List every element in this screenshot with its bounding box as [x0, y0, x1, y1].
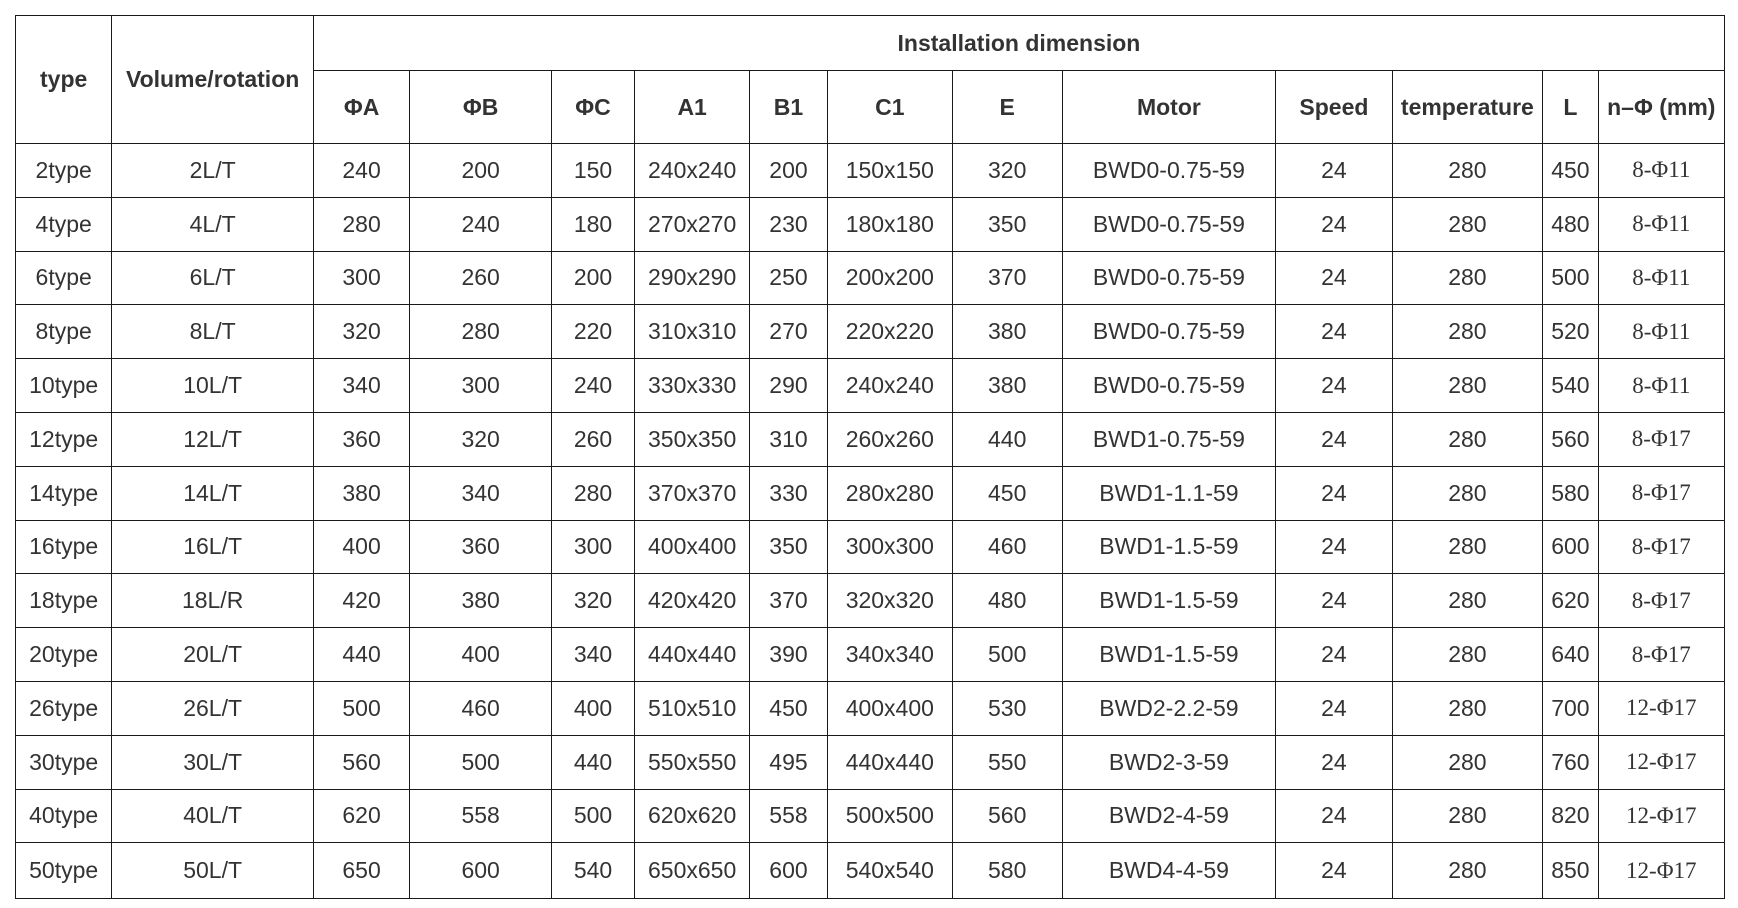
cell-a1: 370x370	[635, 466, 750, 520]
cell-e: 380	[952, 305, 1062, 359]
table-row	[16, 412, 1725, 466]
cell-e: 480	[952, 574, 1062, 628]
cell-a1: 420x420	[635, 574, 750, 628]
cell-speed: 24	[1276, 144, 1392, 198]
cell-motor: BWD1-1.5-59	[1062, 574, 1276, 628]
cell-type: 12type	[16, 412, 112, 466]
cell-c1: 500x500	[827, 789, 952, 843]
cell-motor: BWD4-4-59	[1062, 843, 1276, 899]
header-temperature: temperature	[1392, 71, 1543, 144]
cell-phi-b: 400	[410, 628, 552, 682]
cell-e: 530	[952, 681, 1062, 735]
header-e: E	[952, 71, 1062, 144]
cell-b1: 270	[750, 305, 828, 359]
cell-temperature: 280	[1392, 251, 1543, 305]
header-n-phi: n–Φ (mm)	[1598, 71, 1724, 144]
cell-speed: 24	[1276, 359, 1392, 413]
cell-b1: 390	[750, 628, 828, 682]
cell-speed: 24	[1276, 681, 1392, 735]
cell-l: 520	[1543, 305, 1598, 359]
cell-l: 620	[1543, 574, 1598, 628]
header-phi-a: ΦA	[313, 71, 409, 144]
spec-table	[15, 15, 1725, 899]
cell-e: 550	[952, 735, 1062, 789]
cell-phi-a: 440	[313, 628, 409, 682]
cell-c1: 300x300	[827, 520, 952, 574]
cell-phi-c: 540	[552, 843, 635, 899]
header-a1: A1	[635, 71, 750, 144]
cell-l: 850	[1543, 843, 1598, 899]
cell-c1: 240x240	[827, 359, 952, 413]
cell-volume: 12L/T	[112, 412, 314, 466]
cell-phi-b: 200	[410, 144, 552, 198]
cell-phi-c: 180	[552, 197, 635, 251]
cell-n-phi: 8-Φ17	[1598, 628, 1724, 682]
cell-e: 500	[952, 628, 1062, 682]
header-motor: Motor	[1062, 71, 1276, 144]
cell-l: 600	[1543, 520, 1598, 574]
cell-phi-c: 400	[552, 681, 635, 735]
cell-type: 10type	[16, 359, 112, 413]
cell-c1: 340x340	[827, 628, 952, 682]
cell-temperature: 280	[1392, 520, 1543, 574]
cell-e: 320	[952, 144, 1062, 198]
cell-speed: 24	[1276, 628, 1392, 682]
cell-e: 350	[952, 197, 1062, 251]
cell-l: 580	[1543, 466, 1598, 520]
cell-b1: 350	[750, 520, 828, 574]
header-installation-dimension: Installation dimension	[313, 16, 1724, 71]
cell-c1: 440x440	[827, 735, 952, 789]
cell-b1: 370	[750, 574, 828, 628]
cell-phi-b: 558	[410, 789, 552, 843]
cell-phi-c: 500	[552, 789, 635, 843]
cell-phi-c: 220	[552, 305, 635, 359]
cell-e: 580	[952, 843, 1062, 899]
cell-phi-b: 500	[410, 735, 552, 789]
cell-speed: 24	[1276, 520, 1392, 574]
cell-temperature: 280	[1392, 305, 1543, 359]
cell-phi-a: 300	[313, 251, 409, 305]
cell-a1: 510x510	[635, 681, 750, 735]
cell-volume: 10L/T	[112, 359, 314, 413]
cell-phi-c: 240	[552, 359, 635, 413]
cell-phi-a: 320	[313, 305, 409, 359]
cell-motor: BWD0-0.75-59	[1062, 144, 1276, 198]
cell-n-phi: 8-Φ11	[1598, 305, 1724, 359]
cell-a1: 240x240	[635, 144, 750, 198]
cell-motor: BWD0-0.75-59	[1062, 251, 1276, 305]
cell-motor: BWD1-1.5-59	[1062, 628, 1276, 682]
cell-motor: BWD0-0.75-59	[1062, 359, 1276, 413]
cell-phi-c: 340	[552, 628, 635, 682]
cell-type: 30type	[16, 735, 112, 789]
cell-l: 450	[1543, 144, 1598, 198]
table-row	[16, 681, 1725, 735]
cell-type: 18type	[16, 574, 112, 628]
cell-n-phi: 12-Φ17	[1598, 735, 1724, 789]
cell-n-phi: 12-Φ17	[1598, 843, 1724, 899]
cell-c1: 320x320	[827, 574, 952, 628]
cell-phi-a: 560	[313, 735, 409, 789]
cell-l: 640	[1543, 628, 1598, 682]
cell-speed: 24	[1276, 574, 1392, 628]
cell-phi-b: 260	[410, 251, 552, 305]
cell-temperature: 280	[1392, 197, 1543, 251]
cell-motor: BWD1-1.5-59	[1062, 520, 1276, 574]
cell-b1: 600	[750, 843, 828, 899]
cell-c1: 280x280	[827, 466, 952, 520]
cell-type: 16type	[16, 520, 112, 574]
cell-a1: 330x330	[635, 359, 750, 413]
cell-phi-b: 600	[410, 843, 552, 899]
cell-n-phi: 8-Φ11	[1598, 144, 1724, 198]
cell-type: 20type	[16, 628, 112, 682]
cell-motor: BWD0-0.75-59	[1062, 197, 1276, 251]
cell-n-phi: 8-Φ11	[1598, 359, 1724, 413]
cell-speed: 24	[1276, 735, 1392, 789]
header-speed: Speed	[1276, 71, 1392, 144]
cell-b1: 230	[750, 197, 828, 251]
cell-e: 560	[952, 789, 1062, 843]
cell-a1: 550x550	[635, 735, 750, 789]
cell-n-phi: 8-Φ11	[1598, 251, 1724, 305]
cell-phi-b: 320	[410, 412, 552, 466]
header-c1: C1	[827, 71, 952, 144]
cell-c1: 400x400	[827, 681, 952, 735]
cell-volume: 2L/T	[112, 144, 314, 198]
header-phi-b: ΦB	[410, 71, 552, 144]
cell-phi-a: 280	[313, 197, 409, 251]
cell-n-phi: 8-Φ17	[1598, 412, 1724, 466]
cell-phi-a: 360	[313, 412, 409, 466]
cell-n-phi: 8-Φ17	[1598, 574, 1724, 628]
table-row	[16, 305, 1725, 359]
header-volume: Volume/rotation	[112, 16, 314, 144]
cell-b1: 200	[750, 144, 828, 198]
cell-l: 820	[1543, 789, 1598, 843]
cell-l: 760	[1543, 735, 1598, 789]
cell-l: 540	[1543, 359, 1598, 413]
cell-temperature: 280	[1392, 359, 1543, 413]
table-row	[16, 144, 1725, 198]
cell-volume: 16L/T	[112, 520, 314, 574]
cell-speed: 24	[1276, 789, 1392, 843]
cell-a1: 310x310	[635, 305, 750, 359]
table-row	[16, 843, 1725, 899]
cell-volume: 4L/T	[112, 197, 314, 251]
cell-n-phi: 8-Φ17	[1598, 466, 1724, 520]
cell-b1: 310	[750, 412, 828, 466]
cell-b1: 250	[750, 251, 828, 305]
cell-speed: 24	[1276, 466, 1392, 520]
cell-phi-a: 620	[313, 789, 409, 843]
cell-speed: 24	[1276, 197, 1392, 251]
cell-volume: 40L/T	[112, 789, 314, 843]
cell-phi-a: 240	[313, 144, 409, 198]
cell-c1: 180x180	[827, 197, 952, 251]
cell-speed: 24	[1276, 843, 1392, 899]
cell-c1: 220x220	[827, 305, 952, 359]
cell-e: 450	[952, 466, 1062, 520]
cell-phi-a: 500	[313, 681, 409, 735]
cell-temperature: 280	[1392, 574, 1543, 628]
cell-a1: 620x620	[635, 789, 750, 843]
cell-motor: BWD2-4-59	[1062, 789, 1276, 843]
cell-c1: 540x540	[827, 843, 952, 899]
cell-phi-c: 200	[552, 251, 635, 305]
cell-speed: 24	[1276, 251, 1392, 305]
table-body	[16, 144, 1725, 899]
cell-phi-b: 300	[410, 359, 552, 413]
header-type: type	[16, 16, 112, 144]
cell-type: 26type	[16, 681, 112, 735]
cell-volume: 14L/T	[112, 466, 314, 520]
cell-l: 700	[1543, 681, 1598, 735]
cell-l: 480	[1543, 197, 1598, 251]
table-row	[16, 251, 1725, 305]
cell-phi-a: 380	[313, 466, 409, 520]
cell-b1: 450	[750, 681, 828, 735]
cell-e: 440	[952, 412, 1062, 466]
cell-l: 500	[1543, 251, 1598, 305]
cell-volume: 26L/T	[112, 681, 314, 735]
cell-type: 4type	[16, 197, 112, 251]
cell-n-phi: 8-Φ17	[1598, 520, 1724, 574]
cell-n-phi: 12-Φ17	[1598, 789, 1724, 843]
cell-phi-c: 260	[552, 412, 635, 466]
cell-phi-b: 460	[410, 681, 552, 735]
cell-volume: 20L/T	[112, 628, 314, 682]
cell-temperature: 280	[1392, 681, 1543, 735]
cell-type: 40type	[16, 789, 112, 843]
cell-e: 370	[952, 251, 1062, 305]
cell-c1: 200x200	[827, 251, 952, 305]
cell-phi-c: 440	[552, 735, 635, 789]
cell-type: 6type	[16, 251, 112, 305]
table-row	[16, 197, 1725, 251]
cell-n-phi: 8-Φ11	[1598, 197, 1724, 251]
cell-speed: 24	[1276, 412, 1392, 466]
cell-temperature: 280	[1392, 789, 1543, 843]
cell-b1: 495	[750, 735, 828, 789]
header-phi-c: ΦC	[552, 71, 635, 144]
cell-type: 2type	[16, 144, 112, 198]
cell-a1: 270x270	[635, 197, 750, 251]
cell-temperature: 280	[1392, 843, 1543, 899]
cell-phi-c: 150	[552, 144, 635, 198]
cell-type: 50type	[16, 843, 112, 899]
table-row	[16, 520, 1725, 574]
cell-phi-a: 650	[313, 843, 409, 899]
cell-motor: BWD1-0.75-59	[1062, 412, 1276, 466]
cell-temperature: 280	[1392, 466, 1543, 520]
cell-phi-b: 340	[410, 466, 552, 520]
cell-l: 560	[1543, 412, 1598, 466]
cell-volume: 8L/T	[112, 305, 314, 359]
cell-temperature: 280	[1392, 412, 1543, 466]
cell-a1: 350x350	[635, 412, 750, 466]
cell-phi-b: 380	[410, 574, 552, 628]
table-row	[16, 574, 1725, 628]
cell-phi-b: 280	[410, 305, 552, 359]
cell-phi-c: 280	[552, 466, 635, 520]
cell-motor: BWD1-1.1-59	[1062, 466, 1276, 520]
cell-phi-b: 360	[410, 520, 552, 574]
cell-type: 14type	[16, 466, 112, 520]
cell-c1: 260x260	[827, 412, 952, 466]
cell-n-phi: 12-Φ17	[1598, 681, 1724, 735]
cell-temperature: 280	[1392, 628, 1543, 682]
table-row	[16, 466, 1725, 520]
table-row	[16, 628, 1725, 682]
cell-volume: 6L/T	[112, 251, 314, 305]
cell-motor: BWD2-2.2-59	[1062, 681, 1276, 735]
cell-e: 380	[952, 359, 1062, 413]
cell-a1: 440x440	[635, 628, 750, 682]
cell-motor: BWD2-3-59	[1062, 735, 1276, 789]
cell-temperature: 280	[1392, 144, 1543, 198]
cell-c1: 150x150	[827, 144, 952, 198]
cell-b1: 558	[750, 789, 828, 843]
cell-type: 8type	[16, 305, 112, 359]
cell-temperature: 280	[1392, 735, 1543, 789]
cell-volume: 18L/R	[112, 574, 314, 628]
cell-b1: 290	[750, 359, 828, 413]
cell-volume: 30L/T	[112, 735, 314, 789]
table-row	[16, 789, 1725, 843]
cell-e: 460	[952, 520, 1062, 574]
cell-phi-a: 340	[313, 359, 409, 413]
cell-phi-a: 420	[313, 574, 409, 628]
cell-a1: 290x290	[635, 251, 750, 305]
cell-volume: 50L/T	[112, 843, 314, 899]
cell-phi-c: 320	[552, 574, 635, 628]
table-row	[16, 359, 1725, 413]
cell-phi-a: 400	[313, 520, 409, 574]
cell-speed: 24	[1276, 305, 1392, 359]
cell-b1: 330	[750, 466, 828, 520]
cell-a1: 650x650	[635, 843, 750, 899]
cell-motor: BWD0-0.75-59	[1062, 305, 1276, 359]
header-b1: B1	[750, 71, 828, 144]
table-row	[16, 735, 1725, 789]
cell-a1: 400x400	[635, 520, 750, 574]
cell-phi-b: 240	[410, 197, 552, 251]
cell-phi-c: 300	[552, 520, 635, 574]
header-l: L	[1543, 71, 1598, 144]
